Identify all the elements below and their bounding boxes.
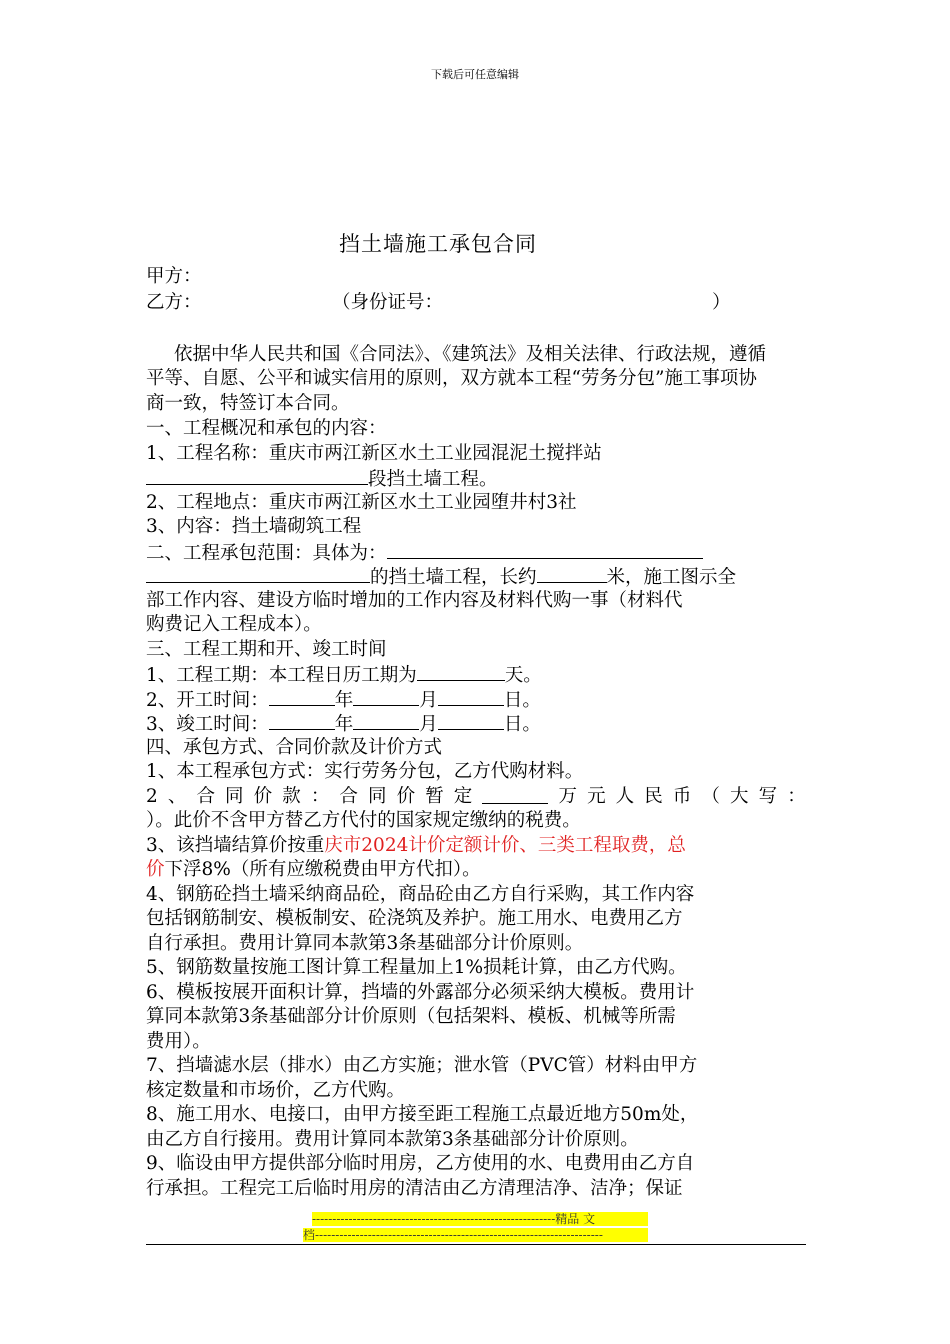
- item-1-1-continued: [146, 467, 806, 491]
- blank-field: [482, 786, 548, 804]
- justified-char: 款: [282, 786, 301, 807]
- blank-field: [353, 712, 419, 730]
- party-a-line: [146, 266, 806, 288]
- item-4-6-line-3: 费用）。: [146, 1031, 211, 1052]
- footer-watermark-line-1: ------------------------------------------------------------精品 文: [312, 1212, 648, 1226]
- section-2-line-4: 购费记入工程成本）。: [146, 614, 322, 635]
- justified-char: 暂: [425, 786, 444, 807]
- item-4-5: 5、钢筋数量按施工图计算工程量加上1%损耗计算，由乙方代购。: [146, 957, 687, 978]
- item-4-4-line-2: 包括钢筋制安、模板制安、砼浇筑及养护。施工用水、电费用乙方: [146, 908, 683, 929]
- blank-field: [438, 712, 504, 730]
- section-2-line-2: [146, 565, 806, 589]
- item-4-2: [146, 786, 806, 808]
- section-2-text-a: 的挡土墙工程，长约: [370, 567, 537, 588]
- intro-line-2: 平等、自愿、公平和诚实信用的原则，双方就本工程“劳务分包”施工事项协: [146, 368, 757, 389]
- justified-char: （: [701, 786, 720, 807]
- item-4-3-highlighted-text: 庆市2024计价定额计价、三类工程取费，总: [324, 835, 686, 856]
- item-3-1-label: 1、工程工期：本工程日历工期为: [146, 665, 417, 686]
- justified-char: 民: [644, 786, 663, 807]
- blank-field: [387, 541, 703, 559]
- item-4-6: 6、模板按展开面积计算，挡墙的外露部分必须采纳大模板。费用计: [146, 982, 695, 1003]
- item-1-2: 2、工程地点：重庆市两江新区水土工业园堕井村3社: [146, 492, 577, 513]
- party-a-label: 甲方：: [146, 266, 202, 287]
- item-4-3: [146, 835, 806, 857]
- section-3-heading: 三、工程工期和开、竣工时间: [146, 639, 387, 660]
- document-title: 挡土墙施工承包合同: [339, 232, 537, 256]
- day-label: 日。: [503, 690, 541, 711]
- blank-field: [417, 663, 505, 681]
- footer-rule: [146, 1244, 806, 1245]
- item-4-8-line-2: 由乙方自行接用。费用计算同本款第3条基础部分计价原则。: [146, 1129, 639, 1150]
- intro-line-3: 商一致，特签订本合同。: [146, 393, 350, 414]
- intro-line-1: 依据中华人民共和国《合同法》、《建筑法》及相关法律、行政法规，遵循: [174, 344, 767, 365]
- year-label: 年: [334, 690, 354, 711]
- justified-char: 币: [672, 786, 692, 807]
- justified-char: 写: [758, 786, 778, 807]
- justified-char: 同: [368, 786, 387, 807]
- item-4-3-continued: [146, 859, 806, 881]
- item-3-3-label: 3、竣工时间：: [146, 714, 269, 735]
- party-b-line: [146, 292, 806, 314]
- blank-field: [269, 712, 335, 730]
- item-4-4-line-3: 自行承担。费用计算同本款第3条基础部分计价原则。: [146, 933, 584, 954]
- item-4-3-text: 下浮8%（所有应缴税费由甲方代扣）。: [164, 859, 481, 880]
- id-number-label: （身份证号：: [332, 292, 444, 313]
- item-4-9-line-2: 行承担。工程完工后临时用房的清洁由乙方清理洁净、洁净；保证: [146, 1178, 683, 1199]
- section-2-heading: [146, 541, 806, 565]
- day-label: 日。: [503, 714, 541, 735]
- justified-char: 合: [339, 786, 358, 807]
- item-3-1-suffix: 天。: [504, 665, 542, 686]
- justified-char: 合: [196, 786, 215, 807]
- section-2-line-3: 部工作内容、建设方临时增加的工作内容及材料代购一事（材料代: [146, 590, 683, 611]
- justified-char: 人: [615, 786, 635, 807]
- item-4-8: 8、施工用水、电接口，由甲方接至距工程施工点最近地方50m处，: [146, 1104, 699, 1125]
- item-3-1: [146, 663, 806, 687]
- item-3-3: [146, 712, 806, 736]
- justified-char: 价: [396, 786, 416, 807]
- justified-char: 、: [167, 786, 187, 807]
- item-1-3: 3、内容：挡土墙砌筑工程: [146, 516, 362, 537]
- item-4-9: 9、临设由甲方提供部分临时用房，乙方使用的水、电费用由乙方自: [146, 1153, 695, 1174]
- item-4-3-highlighted-text: 价: [146, 859, 165, 880]
- item-1-1: 1、工程名称：重庆市两江新区水土工业园混泥土搅拌站: [146, 443, 602, 464]
- blank-field: [146, 467, 368, 485]
- party-b-label: 乙方：: [146, 292, 202, 313]
- item-4-3-text: 3、该挡墙结算价按重: [146, 835, 325, 856]
- justified-char: 元: [587, 786, 606, 807]
- item-4-2-continued: ）。此价不含甲方替乙方代付的国家规定缴纳的税费。: [146, 810, 581, 831]
- footer-watermark-line-2: 档-----------------------------------------------------------------------: [303, 1228, 648, 1242]
- blank-field: [353, 688, 419, 706]
- id-number-close: ）: [712, 292, 731, 313]
- item-1-1-suffix: 段挡土墙工程。: [368, 469, 498, 490]
- header-note: 下载后可任意编辑: [431, 68, 519, 81]
- justified-char: 价: [253, 786, 273, 807]
- year-label: 年: [334, 714, 354, 735]
- justified-char: 同: [225, 786, 244, 807]
- blank-field: [537, 565, 607, 583]
- item-4-6-line-2: 算同本款第3条基础部分计价原则（包括架料、模板、机械等所需: [146, 1006, 676, 1027]
- justified-char: 万: [558, 786, 577, 807]
- blank-field: [438, 688, 504, 706]
- justified-char: 2: [146, 786, 158, 807]
- item-4-7-line-2: 核定数量和市场价，乙方代购。: [146, 1080, 406, 1101]
- month-label: 月: [419, 714, 438, 735]
- section-1-heading: 一、工程概况和承包的内容：: [146, 418, 387, 439]
- item-3-2-label: 2、开工时间：: [146, 690, 269, 711]
- item-4-7: 7、挡墙滤水层（排水）由乙方实施；泄水管（PVC管）材料由甲方: [146, 1055, 698, 1076]
- justified-char: 大: [730, 786, 749, 807]
- item-4-4: 4、钢筋砼挡土墙采纳商品砼，商品砼由乙方自行采购，其工作内容: [146, 884, 695, 905]
- section-2-text-b: 米，施工图示全: [606, 567, 737, 588]
- justified-char: ：: [787, 786, 806, 807]
- blank-field: [269, 688, 335, 706]
- month-label: 月: [419, 690, 438, 711]
- blank-field: [146, 565, 370, 583]
- item-4-1: 1、本工程承包方式：实行劳务分包，乙方代购材料。: [146, 761, 584, 782]
- section-4-heading: 四、承包方式、合同价款及计价方式: [146, 737, 443, 758]
- justified-char: ：: [310, 786, 330, 807]
- justified-char: 定: [453, 786, 473, 807]
- section-2-label: 二、工程承包范围：具体为：: [146, 543, 387, 564]
- item-3-2: [146, 688, 806, 712]
